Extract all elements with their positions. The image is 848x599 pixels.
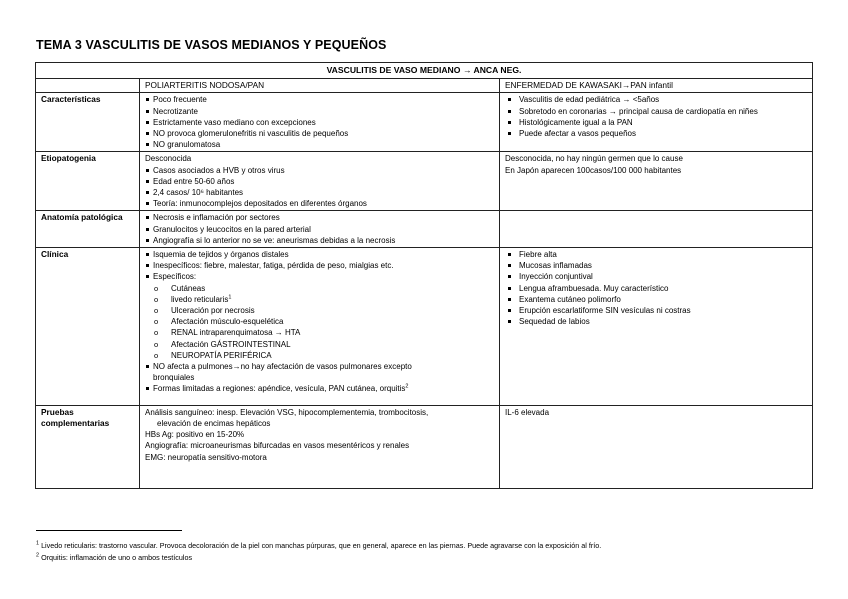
cell-text: elevación de encimas hepáticos (157, 418, 271, 428)
column-header-kawasaki: ENFERMEDAD DE KAWASAKI→PAN infantil (500, 79, 813, 93)
list-item: Granulocitos y leucocitos en la pared arterial (145, 224, 495, 235)
sub-list-item: o Afectación GÁSTROINTESTINAL (145, 339, 495, 350)
cell-kawasaki-clinica (500, 248, 813, 406)
footnote-text: Orquitis: inflamación de uno o ambos testículos (41, 553, 193, 562)
row-header-caracteristicas: Características (36, 93, 140, 152)
cell-pan-etiopatogenia (140, 152, 500, 211)
cell-text: Desconocida, no hay ningún germen que lo cause (505, 154, 683, 164)
sub-list-item: o Cutáneas (145, 283, 495, 294)
cell-kawasaki-caracteristicas (500, 93, 813, 152)
sub-list-item: o Ulceración por necrosis (145, 305, 495, 316)
livedo-text: livedo reticularis (171, 294, 229, 304)
list-item: NO provoca glomerulonefritis ni vasculitis de pequeños (145, 128, 495, 139)
footnote-mark: 2 (36, 552, 40, 559)
list-item: Sequedad de labios (505, 316, 808, 327)
corner-cell (36, 79, 140, 93)
list-item: Isquemia de tejidos y órganos distales (145, 249, 495, 260)
list-item: Fiebre alta (505, 249, 808, 260)
cell-text: EMG: neuropatía sensitivo-motora (145, 452, 267, 462)
cell-text: Angiografía: microaneurismas bifurcadas en vasos mesentéricos y renales (145, 441, 410, 451)
list-item: Vasculitis de edad pediátrica → <5años (505, 94, 808, 105)
table-row (36, 211, 813, 248)
footnote-1 (36, 540, 601, 552)
list-item: Necrotizante (145, 106, 495, 117)
table-row (36, 405, 813, 488)
sub-list-item: o RENAL intraparenquimatosa → HTA (145, 327, 495, 338)
list-item: Estrictamente vaso mediano con excepciones (145, 117, 495, 128)
column-header-pan: POLIARTERITIS NODOSA/PAN (140, 79, 500, 93)
list-item: Casos asociados a HVB y otros virus (145, 165, 495, 176)
list-item: Angiografía si lo anterior no se ve: aneurismas debidas a la necrosis (145, 235, 495, 246)
list-item: Inyección conjuntival (505, 271, 808, 282)
list-item: Mucosas inflamadas (505, 260, 808, 271)
cell-text: Desconocida (145, 154, 192, 164)
sub-list-item: o NEUROPATÍA PERIFÉRICA (145, 350, 495, 361)
row-header-etiopatogenia: Etiopatogenia (36, 152, 140, 211)
row-header-line: complementarias (41, 417, 110, 428)
footnote-text: Livedo reticularis: trastorno vascular. Provoca decoloración de la piel con manchas púrpuras, que en general, aparece en las piernas. Puede agravarse con la exposición al frío. (41, 541, 602, 550)
footnote-separator (36, 530, 182, 531)
list-item: Específicos: (145, 271, 495, 282)
cell-kawasaki-anatomia (500, 211, 813, 248)
table-banner: VASCULITIS DE VASO MEDIANO → ANCA NEG. (36, 63, 813, 79)
list-item: Edad entre 50-60 años (145, 176, 495, 187)
cell-pan-caracteristicas (140, 93, 500, 152)
cell-text: En Japón aparecen 100casos/100 000 habitantes (505, 165, 682, 175)
list-item: Lengua aframbuesada. Muy característico (505, 283, 808, 294)
cell-text: bronquiales (153, 373, 195, 383)
cell-pan-clinica (140, 248, 500, 406)
list-item: Inespecíficos: fiebre, malestar, fatiga, pérdida de peso, mialgias etc. (145, 260, 495, 271)
table-row (36, 152, 813, 211)
sub-list-item: o Afectación músculo-esquelética (145, 316, 495, 327)
row-header-pruebas (36, 405, 140, 488)
cell-text: Análisis sanguíneo: inesp. Elevación VSG, hipocomplementemia, trombocitosis, (145, 407, 429, 417)
table-row (36, 248, 813, 406)
formas-text: Formas limitadas a regiones: apéndice, vesícula, PAN cutánea, orquitis (153, 384, 406, 394)
table-row (36, 93, 813, 152)
list-item: Exantema cutáneo polimorfo (505, 294, 808, 305)
row-header-clinica: Clínica (36, 248, 140, 406)
list-item: NO granulomatosa (145, 139, 495, 150)
cell-text: HBs Ag: positivo en 15-20% (145, 430, 245, 440)
list-item: Sobretodo en coronarias → principal causa de cardiopatía en niñes (505, 106, 808, 117)
footnote-ref-2: 2 (405, 383, 409, 390)
footnote-2 (36, 552, 601, 564)
row-header-anatomia: Anatomía patológica (36, 211, 140, 248)
cell-kawasaki-pruebas (500, 405, 813, 488)
footnote-ref-1: 1 (228, 294, 232, 301)
list-item: Erupción escarlatiforme SIN vesículas ni costras (505, 305, 808, 316)
cell-text: IL-6 elevada (505, 407, 550, 417)
sub-list-item (145, 294, 495, 305)
list-item: Histológicamente igual a la PAN (505, 117, 808, 128)
cell-pan-pruebas (140, 405, 500, 488)
list-item: Poco frecuente (145, 94, 495, 105)
list-item: Necrosis e inflamación por sectores (145, 212, 495, 223)
cell-text: NO afecta a pulmones→no hay afectación de vasos pulmonares excepto (153, 362, 412, 372)
list-item: 2,4 casos/ 10⁶ habitantes (145, 187, 495, 198)
page-title: TEMA 3 VASCULITIS DE VASOS MEDIANOS Y PEQUEÑOS (36, 38, 387, 52)
row-header-line: Pruebas (41, 406, 74, 417)
list-item: Teoría: inmunocomplejos depositados en diferentes órganos (145, 198, 495, 209)
footnote-mark: 1 (36, 540, 40, 547)
list-item: Puede afectar a vasos pequeños (505, 128, 808, 139)
cell-kawasaki-etiopatogenia (500, 152, 813, 211)
footnotes (36, 540, 601, 564)
vasculitis-table (35, 62, 813, 489)
list-item (145, 361, 495, 383)
list-item (145, 383, 495, 394)
cell-pan-anatomia (140, 211, 500, 248)
